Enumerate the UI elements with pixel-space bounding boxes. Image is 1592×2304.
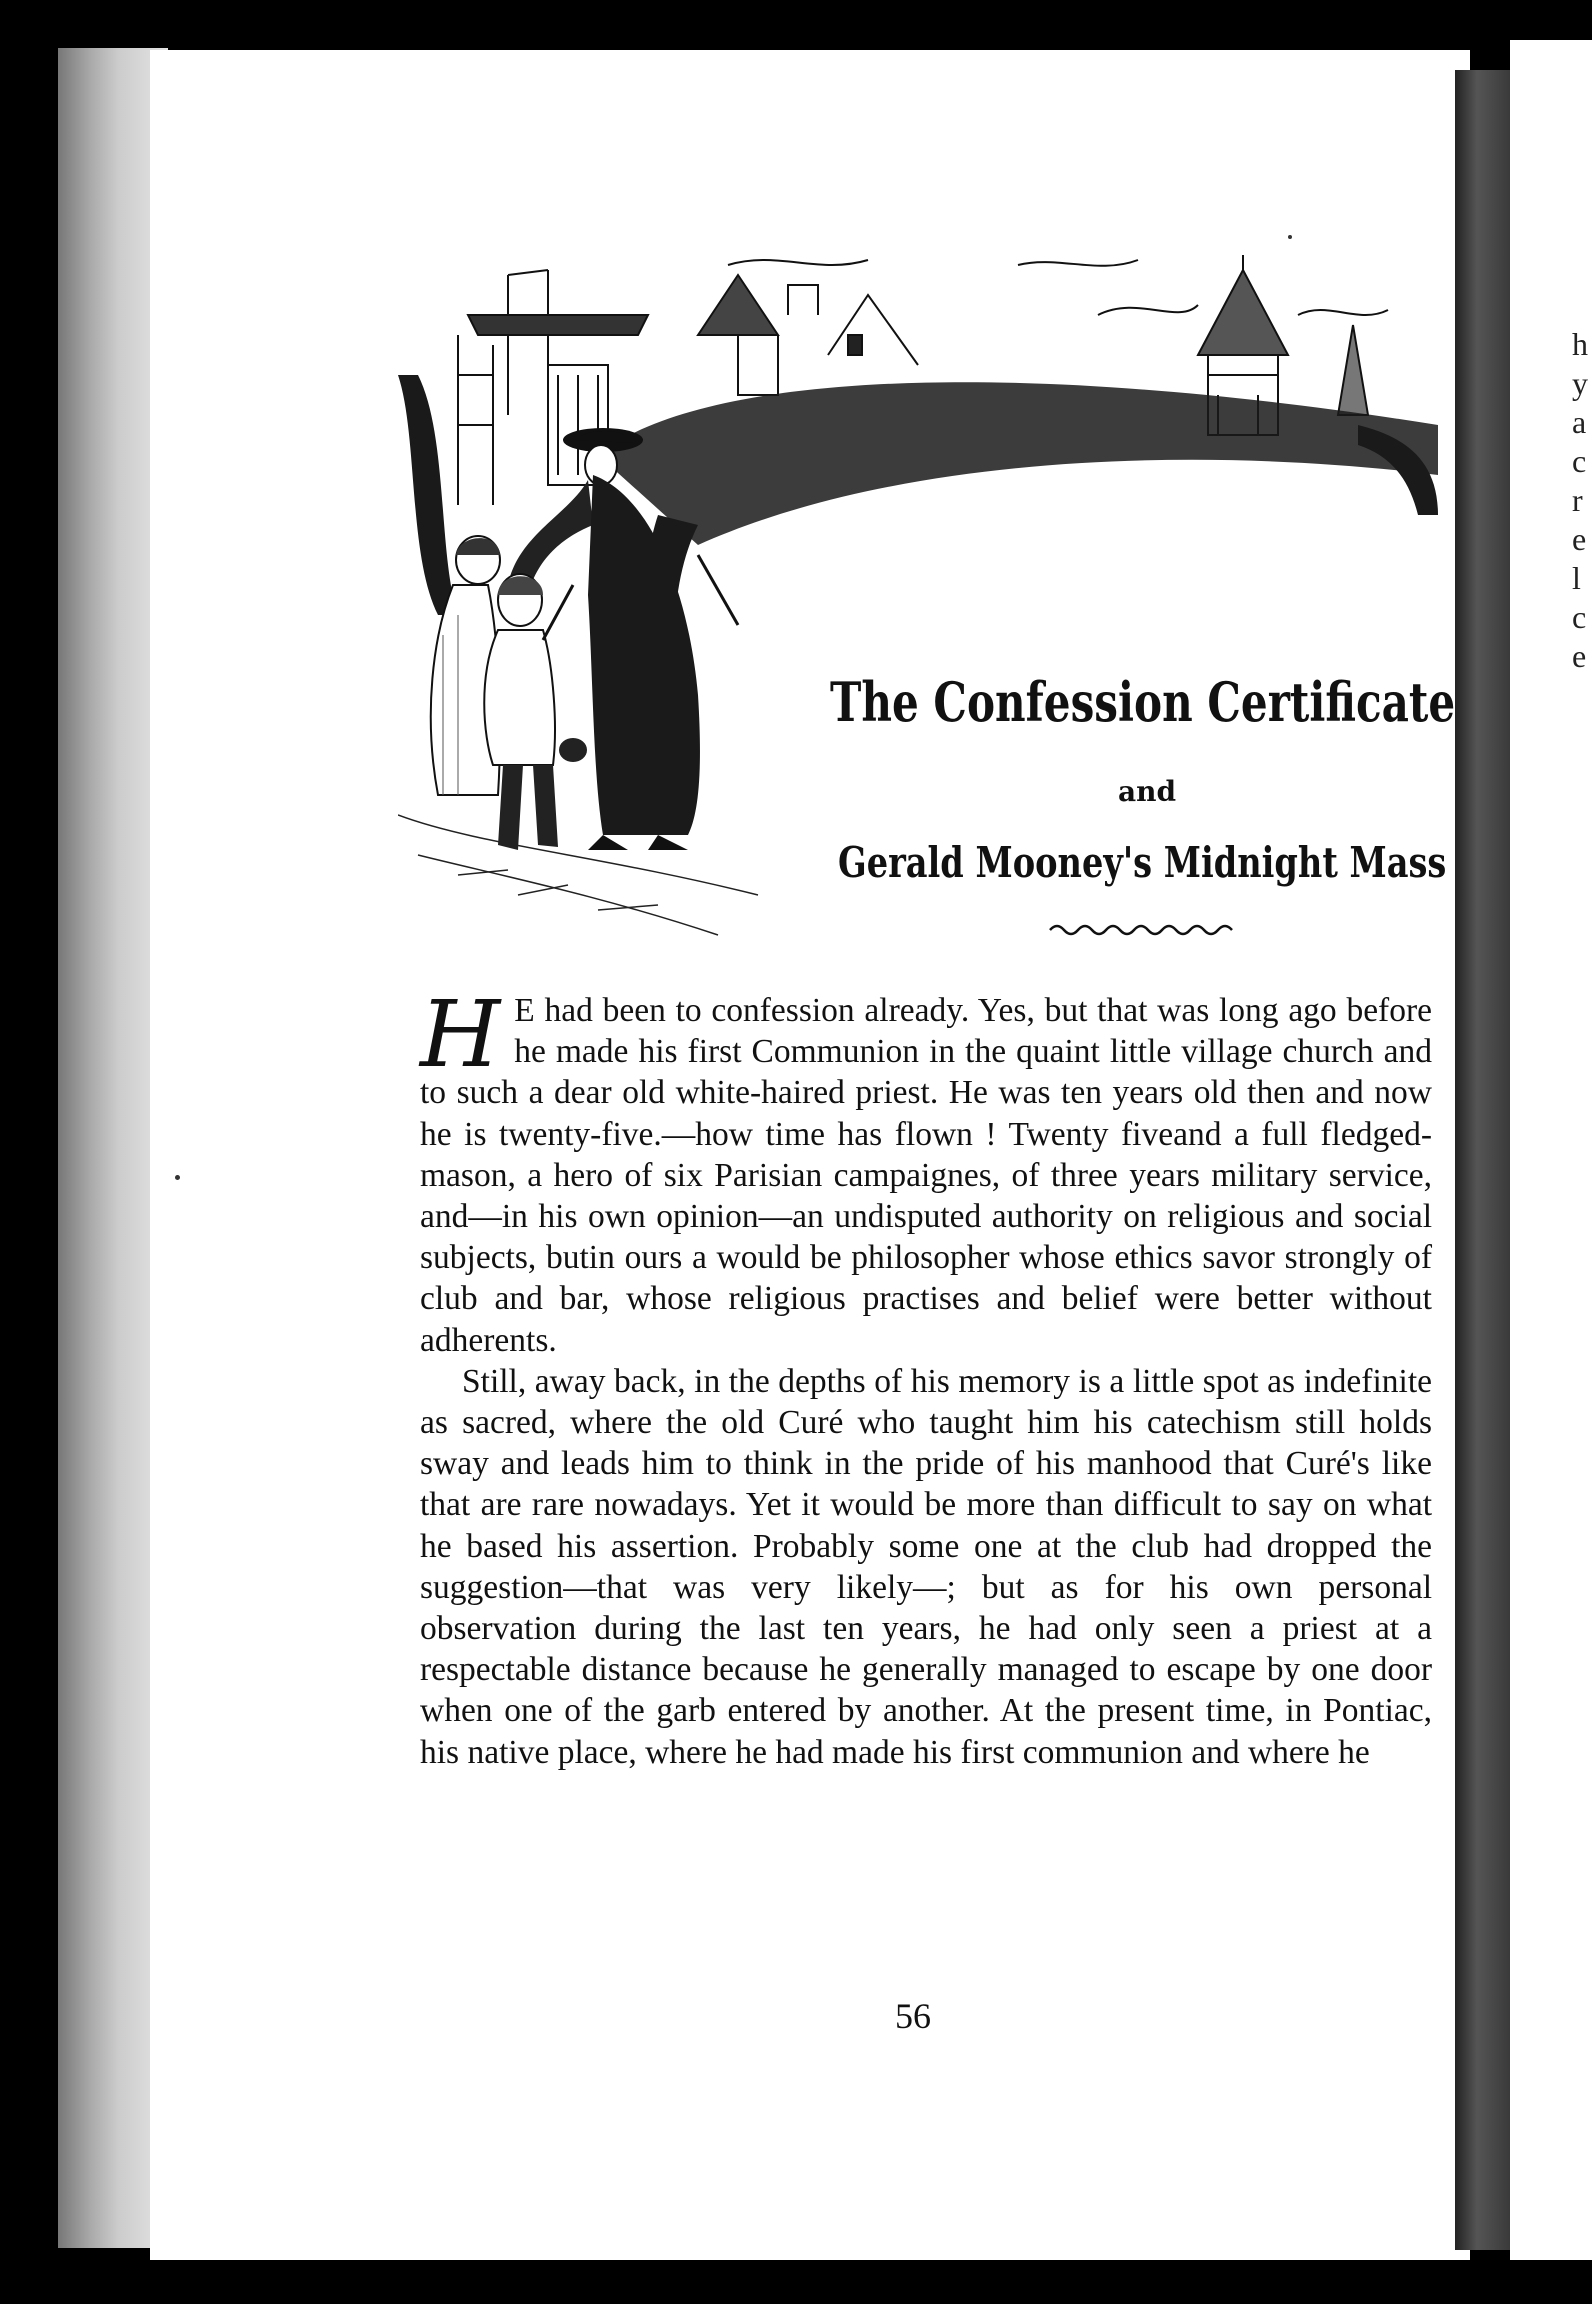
- paper-speck: [1288, 235, 1292, 239]
- paragraph-1-text: E had been to confession already. Yes, but that was long ago before he made his first Communion in the quaint little village church and to such a dear old white-haired priest. He was ten years old then and now he is twenty-five.—how time has flown ! Twenty fiveand a full fledged-mason, a hero of six Parisian campaignes, of three years military service, and—in his own opinion—an undisputed authority on religious and social subjects, butin ours a would be philosopher whose ethics savor strongly of club and bar, whose religious practises and belief were better without adherents.: [420, 992, 1432, 1359]
- wave-ornament: [1045, 918, 1235, 938]
- body-text: [420, 981, 1432, 1773]
- paper-speck: [175, 1175, 180, 1180]
- cottage-drawing: [698, 275, 918, 395]
- paragraph-2: Still, away back, in the depths of his memory is a little spot as indefinite as sacred, where the old Curé who taught him his catechism still holds sway and leads him to think in the pride of his manhood that Curé's like that are rare nowadays. Yet it would be more than difficult to say on what he based his assertion. Probably some one at the club had dropped the suggestion—that was very likely—; but as for his own personal observation during the last ten years, he had only seen a priest at a respectable distance because he generally managed to escape by one door when one of the garb entered by another. At the present time, in Pontiac, his native place, where he had made his first communion and where he: [420, 1362, 1432, 1771]
- next-page-letter: h: [1572, 326, 1588, 362]
- next-page-letter: e: [1572, 638, 1587, 674]
- next-page-letter: e: [1572, 521, 1587, 557]
- page-edge-right: [1455, 70, 1510, 2250]
- page-number: 56: [895, 1996, 931, 2036]
- paragraph-1: [420, 981, 1432, 1361]
- next-page-letter: a: [1572, 404, 1587, 440]
- title-connector: and: [1118, 775, 1177, 808]
- next-page-letter: c: [1572, 443, 1587, 479]
- ground-drawing: [398, 815, 758, 935]
- chapter-title: The Confession Certificate: [830, 670, 1456, 734]
- children-figures: [431, 536, 587, 850]
- next-page-letters: [1572, 325, 1592, 676]
- chapter-subtitle: Gerald Mooney's Midnight Mass: [838, 838, 1447, 887]
- next-page-letter: y: [1572, 365, 1588, 401]
- next-page-letter: l: [1572, 560, 1581, 596]
- next-page-letter: c: [1572, 599, 1587, 635]
- drop-cap: H: [420, 981, 501, 1088]
- next-page-letter: r: [1572, 482, 1583, 518]
